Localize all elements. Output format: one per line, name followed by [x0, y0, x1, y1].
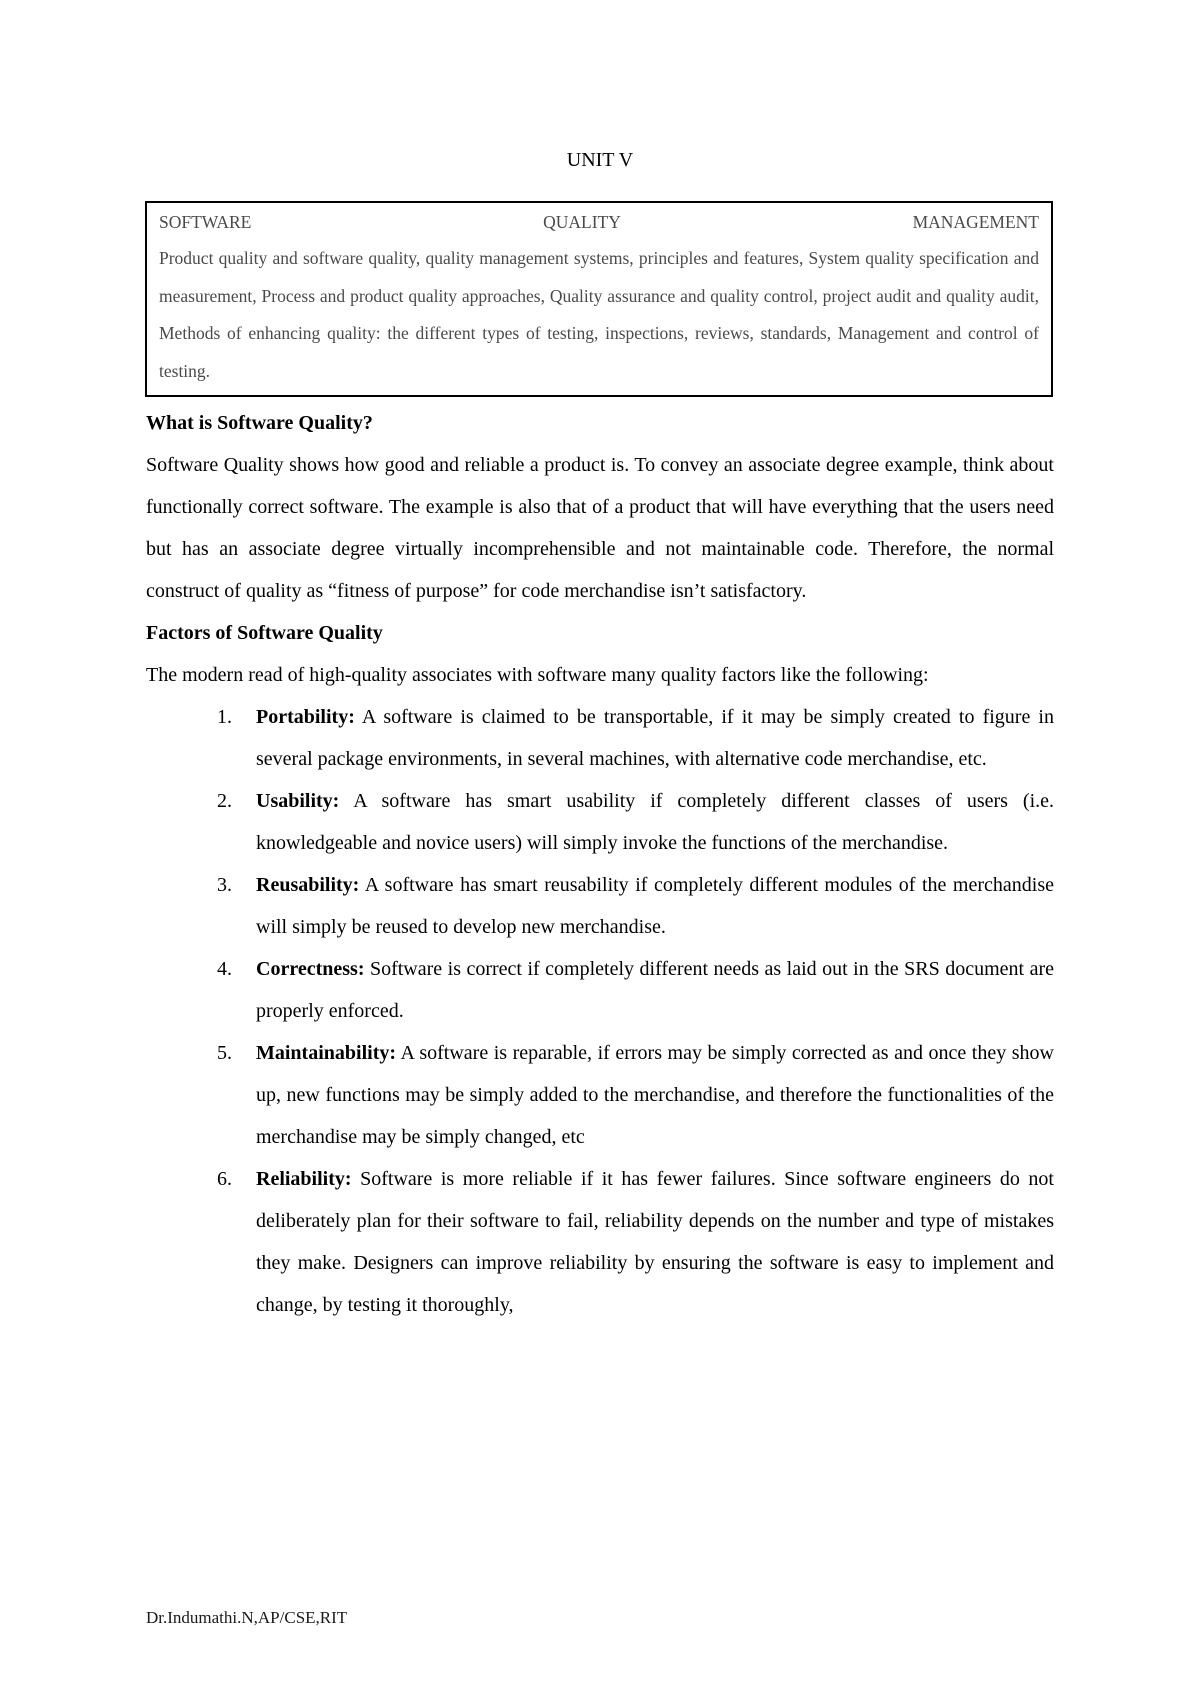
- list-item-term: Correctness:: [256, 958, 365, 980]
- list-item-text: A software is claimed to be transportable, if it may be simply created to figure in several package environments, in several machines, with alternative code merchandise, etc.: [256, 706, 1054, 770]
- section-paragraph-what-is-quality: Software Quality shows how good and reliable a product is. To convey an associate degree example, think about functionally correct software. The example is also that of a product that will have everything that the users need but has an associate degree virtually incomprehensible and not maintainable code. Therefore, the normal construct of quality as “fitness of purpose” for code merchandise isn’t satisfactory.: [146, 454, 1054, 602]
- list-item-term: Maintainability:: [256, 1042, 397, 1064]
- syllabus-box: [145, 201, 1053, 397]
- factors-list: [146, 696, 1054, 1326]
- syllabus-heading-center: QUALITY: [543, 212, 621, 232]
- section-heading-what-is-quality: What is Software Quality?: [146, 412, 373, 434]
- list-item-number: 4.: [217, 958, 232, 980]
- list-item-term: Reusability:: [256, 874, 360, 896]
- syllabus-text: Product quality and software quality, quality management systems, principles and features, System quality specification and measurement, Process and product quality approaches, Quality assurance and quality control, project audit and quality audit, Methods of enhancing quality: the different types of testing, inspections, reviews, standards, Management and control of testing.: [159, 248, 1039, 381]
- list-item-number: 2.: [217, 790, 232, 812]
- main-content: [146, 402, 1054, 1326]
- list-item-text: Software is correct if completely different needs as laid out in the SRS document are properly enforced.: [256, 958, 1054, 1022]
- list-item: [146, 696, 1054, 780]
- list-item-text: A software has smart reusability if completely different modules of the merchandise will simply be reused to develop new merchandise.: [256, 874, 1054, 938]
- list-item: [146, 780, 1054, 864]
- list-item-number: 5.: [217, 1042, 232, 1064]
- list-item: [146, 948, 1054, 1032]
- list-item: [146, 864, 1054, 948]
- syllabus-heading-left: SOFTWARE: [159, 212, 252, 232]
- syllabus-heading-right: MANAGEMENT: [912, 212, 1039, 232]
- list-item-number: 3.: [217, 874, 232, 896]
- list-item-term: Usability:: [256, 790, 340, 812]
- list-item-text: A software is reparable, if errors may be simply corrected as and once they show up, new functions may be simply added to the merchandise, and therefore the functionalities of the merchandise may be simply changed, etc: [256, 1042, 1054, 1148]
- list-item-text: A software has smart usability if completely different classes of users (i.e. knowledgeable and novice users) will simply invoke the functions of the merchandise.: [256, 790, 1054, 854]
- list-item-term: Reliability:: [256, 1168, 352, 1190]
- list-item-term: Portability:: [256, 706, 355, 728]
- list-item: [146, 1158, 1054, 1326]
- section-heading-factors: Factors of Software Quality: [146, 622, 383, 644]
- syllabus-heading: [159, 207, 1039, 237]
- list-item-number: 6.: [217, 1168, 232, 1190]
- list-item: [146, 1032, 1054, 1158]
- page-footer: Dr.Indumathi.N,AP/CSE,RIT: [146, 1608, 348, 1627]
- unit-title: UNIT V: [566, 149, 634, 171]
- list-item-number: 1.: [217, 706, 232, 728]
- section-paragraph-factors: The modern read of high-quality associates with software many quality factors like the following:: [146, 664, 929, 686]
- list-item-text: Software is more reliable if it has fewer failures. Since software engineers do not deliberately plan for their software to fail, reliability depends on the number and type of mistakes they make. Designers can improve reliability by ensuring the software is easy to implement and change, by testing it thoroughly,: [256, 1168, 1054, 1316]
